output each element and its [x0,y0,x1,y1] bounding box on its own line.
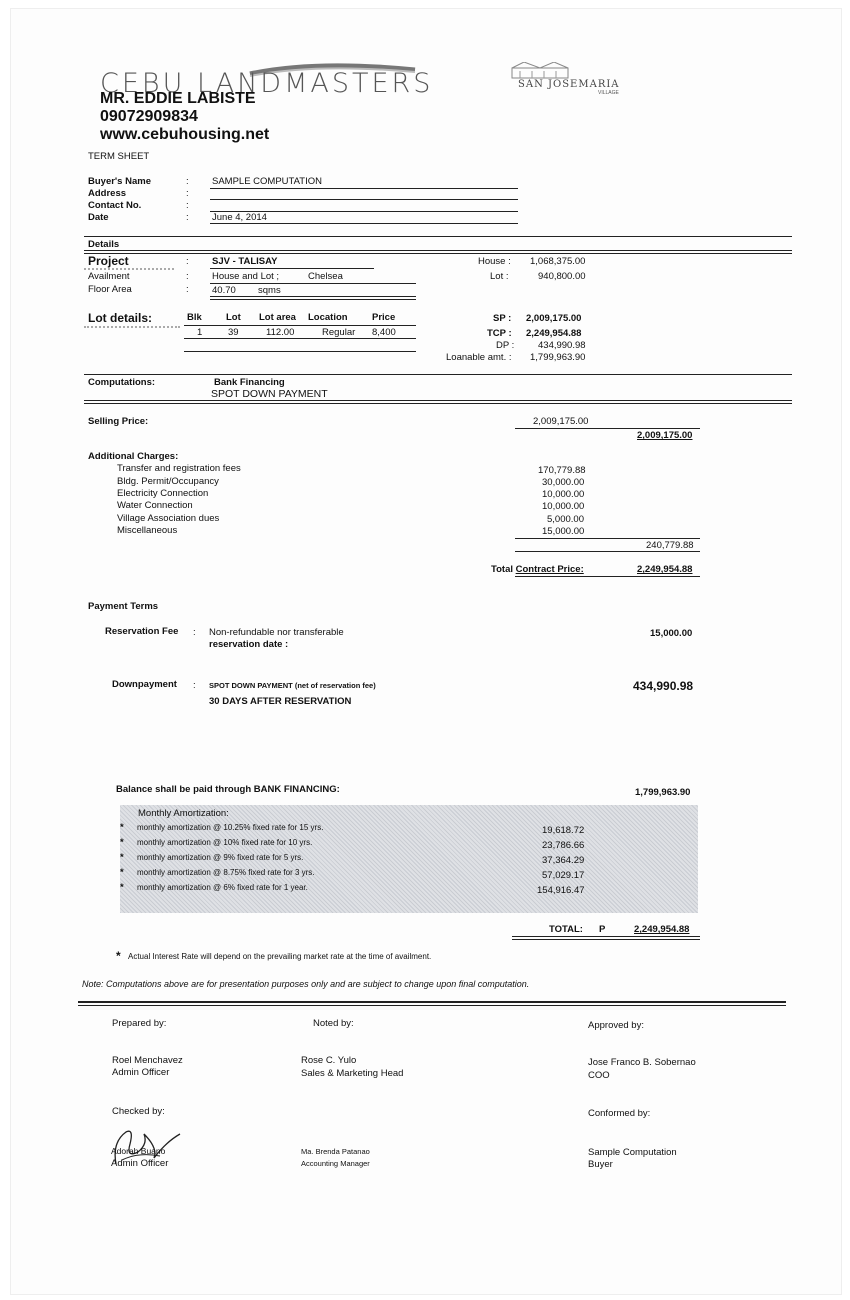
lot-row-rule [184,338,416,339]
colon: : [186,256,189,267]
amortization-label: monthly amortization @ 10% fixed rate for 10 yrs. [137,838,313,847]
footnote-text: Actual Interest Rate will depend on the prevailing market rate at the time of availment. [128,952,432,961]
financing-type: Bank Financing [214,377,285,388]
colon: : [193,627,196,638]
charges-total: 240,779.88 [646,540,694,551]
noted-title: Sales & Marketing Head [301,1068,404,1079]
disclaimer-note: Note: Computations above are for presentation purposes only and are subject to change upon final computation. [82,979,530,989]
loanable-value: 1,799,963.90 [530,352,586,363]
accounting-title: Accounting Manager [301,1159,370,1168]
total-double-rule [512,936,700,940]
dp-label: DP : [496,340,515,351]
village-logo [510,62,570,80]
colon: : [186,284,189,295]
tcp-total-value: 2,249,954.88 [637,564,693,575]
charges-total-rule [515,551,700,552]
tcp-label: TCP : [487,328,512,339]
amortization-value: 154,916.47 [537,885,585,896]
charge-value: 170,779.88 [538,465,586,476]
sp-label: SP : [493,313,512,324]
conformed-title: Buyer [588,1159,613,1170]
lot-val-location: Regular [322,327,356,338]
project-line [210,268,374,269]
tcp-total-label-a: Total [491,564,513,575]
lot-label: Lot : [490,271,509,282]
amortization-label: monthly amortization @ 10.25% fixed rate for 15 yrs. [137,823,324,832]
charges-rule [515,538,700,539]
buyer-name-label: Buyer's Name [88,176,151,187]
approved-by-label: Approved by: [588,1020,644,1031]
brand-left: CEBU [100,68,186,99]
dp-value: 434,990.98 [538,340,586,351]
date-label: Date [88,212,109,223]
amortization-label: monthly amortization @ 8.75% fixed rate for 3 yrs. [137,868,315,877]
floor-area-label: Floor Area [88,284,132,295]
details-label: Details [88,239,120,250]
lot-val-lot: 39 [228,327,239,338]
total-currency: P [599,924,606,935]
checked-by-label: Checked by: [112,1106,165,1117]
details-double-rule [84,250,792,254]
charge-label: Electricity Connection [117,488,209,499]
tcp-total-rule [515,576,700,577]
reservation-date-label: reservation date : [209,639,289,650]
charge-label: Transfer and registration fees [117,463,241,474]
sp-value: 2,009,175.00 [526,313,582,324]
total-value: 2,249,954.88 [634,924,690,935]
project-value: SJV - TALISAY [212,256,278,267]
bullet-icon: * [120,822,124,833]
lot-col-blk: Blk [187,312,202,323]
lot-val-price: 8,400 [372,327,396,338]
charge-label: Miscellaneous [117,525,178,536]
reservation-desc: Non-refundable nor transferable [209,627,344,638]
lot-details-underline [84,326,180,328]
payment-scheme: SPOT DOWN PAYMENT [211,388,328,400]
amortization-value: 57,029.17 [542,870,585,881]
availment-value: House and Lot ; [212,271,280,282]
colon: : [186,212,189,223]
lot-row-rule-2 [184,351,416,352]
charge-label: Water Connection [117,500,193,511]
accounting-name: Ma. Brenda Patanao [301,1147,370,1156]
agent-website[interactable]: www.cebuhousing.net [100,126,270,143]
lot-val-blk: 1 [197,327,203,338]
footnote-bullet: * [116,949,121,963]
charge-value: 5,000.00 [547,514,584,525]
reservation-fee-label: Reservation Fee [105,626,179,637]
amortization-value: 37,364.29 [542,855,585,866]
total-label: TOTAL: [549,924,583,935]
conformed-by-label: Conformed by: [588,1108,651,1119]
buyer-name-line [210,188,518,189]
selling-price-total: 2,009,175.00 [637,430,693,441]
noted-name: Rose C. Yulo [301,1055,357,1066]
downpayment-desc: SPOT DOWN PAYMENT (net of reservation fee) [209,681,376,690]
floor-area-value: 40.70 [212,285,236,296]
amortization-value: 19,618.72 [542,825,585,836]
tcp-total-label-b: Contract Price: [515,564,584,575]
balance-label: Balance shall be paid through BANK FINANCING: [116,784,340,795]
selling-price-rule [515,428,700,429]
agent-phone: 09072909834 [100,108,198,125]
amortization-label: monthly amortization @ 6% fixed rate for 1 year. [137,883,308,892]
approved-name: Jose Franco B. Sobernao [588,1057,696,1068]
computations-double-rule [84,400,792,404]
lot-value: 940,800.00 [538,271,586,282]
noted-by-label: Noted by: [313,1018,354,1029]
floor-area-unit: sqms [258,285,281,296]
lot-col-area: Lot area [259,312,296,323]
colon: : [186,271,189,282]
approved-title: COO [588,1070,610,1081]
selling-price-label: Selling Price: [88,416,149,427]
charge-value: 15,000.00 [542,526,585,537]
prepared-name: Roel Menchavez [112,1055,183,1066]
floor-area-line [210,296,416,300]
charge-value: 10,000.00 [542,489,585,500]
colon: : [193,680,196,691]
signatories-double-rule [78,1001,786,1006]
charge-value: 30,000.00 [542,477,585,488]
address-label: Address [88,188,127,199]
lot-col-price: Price [372,312,396,323]
balance-value: 1,799,963.90 [635,787,691,798]
bullet-icon: * [120,867,124,878]
availment-label: Availment [88,271,130,282]
downpayment-label: Downpayment [112,679,177,690]
lot-details-label: Lot details: [88,311,153,325]
village-logo-text: SAN JOSEMARIA [518,79,620,90]
details-top-rule [84,236,792,237]
house-value: 1,068,375.00 [530,256,586,267]
checked-title: Admin Officer [111,1158,169,1169]
agent-name: MR. EDDIE LABISTE [100,90,256,107]
checked-name: Adorah Buano [111,1146,166,1156]
lot-col-lot: Lot [226,312,241,323]
date-line [210,223,518,224]
selling-price-value: 2,009,175.00 [533,416,589,427]
availment-line [210,283,416,284]
reservation-fee-value: 15,000.00 [650,628,693,639]
lot-header-rule [184,325,416,326]
date-value: June 4, 2014 [212,212,267,223]
computations-label: Computations: [88,377,156,388]
tcp-value: 2,249,954.88 [526,328,582,339]
charge-value: 10,000.00 [542,501,585,512]
lot-col-location: Location [308,312,348,323]
amortization-value: 23,786.66 [542,840,585,851]
amortization-label: monthly amortization @ 9% fixed rate for 5 yrs. [137,853,304,862]
downpayment-value: 434,990.98 [633,679,694,693]
model-value: Chelsea [308,271,343,282]
doc-title: TERM SHEET [88,151,150,162]
additional-charges-label: Additional Charges: [88,451,179,462]
bullet-icon: * [120,852,124,863]
lot-val-area: 112.00 [266,327,295,338]
bullet-icon: * [120,882,124,893]
charge-label: Village Association dues [117,513,220,524]
project-label: Project [88,254,129,268]
colon: : [186,188,189,199]
computations-top-rule [84,374,792,375]
conformed-name: Sample Computation [588,1147,677,1158]
payment-terms-label: Payment Terms [88,601,159,612]
tcp-total-label [491,564,584,575]
prepared-by-label: Prepared by: [112,1018,167,1029]
contact-label: Contact No. [88,200,142,211]
address-line [210,199,518,200]
loanable-label: Loanable amt. : [446,352,512,363]
bullet-icon: * [120,837,124,848]
downpayment-schedule: 30 DAYS AFTER RESERVATION [209,696,352,707]
prepared-title: Admin Officer [112,1067,170,1078]
house-label: House : [478,256,511,267]
colon: : [186,176,189,187]
project-underline [84,268,174,270]
amortization-title: Monthly Amortization: [138,808,229,819]
colon: : [186,200,189,211]
brand-mid: LANDMASTERS [196,68,434,99]
village-houses-icon [510,62,570,80]
buyer-name-value: SAMPLE COMPUTATION [212,176,322,187]
village-logo-sub: VILLAGE [598,90,619,96]
charge-label: Bldg. Permit/Occupancy [117,476,219,487]
